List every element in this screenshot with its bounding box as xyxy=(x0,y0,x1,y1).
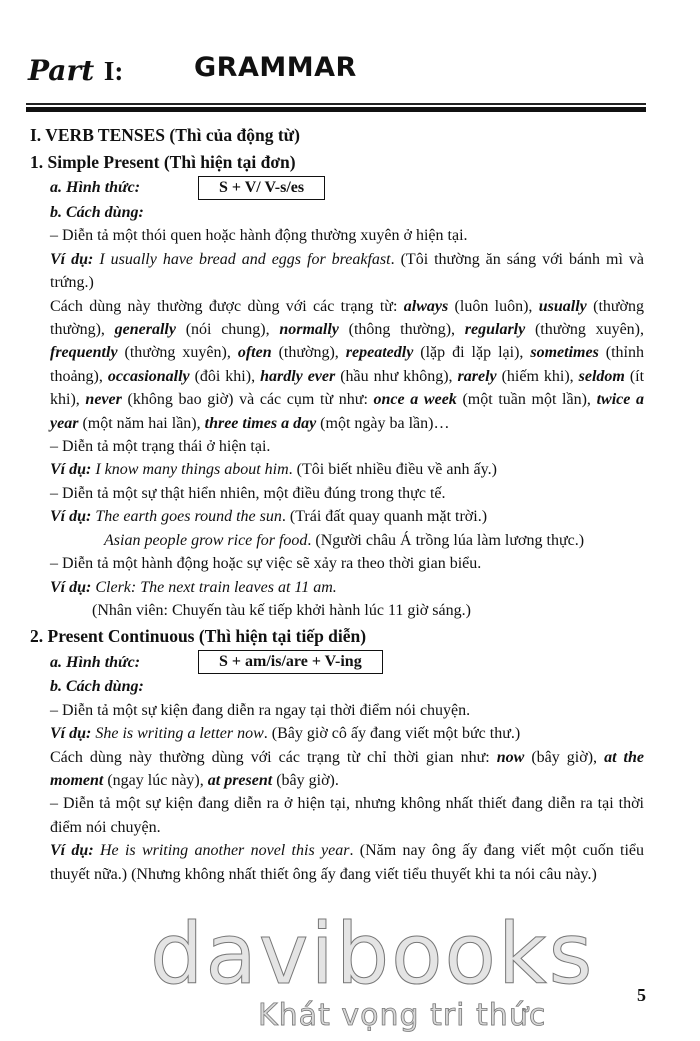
text-run: normally xyxy=(279,321,339,339)
text-run: Ví dụ: xyxy=(50,508,96,526)
watermark-brand: davibooks xyxy=(150,905,595,1003)
text-run: Ví dụ: xyxy=(50,842,100,860)
paragraph xyxy=(30,839,644,886)
text-run: three times a day xyxy=(204,414,317,432)
paragraph xyxy=(30,552,644,575)
usage-label: b. Cách dùng: xyxy=(50,678,144,696)
text-run: (một tuần một lần), xyxy=(456,391,597,409)
text-run: (lặp đi lặp lại), xyxy=(413,344,531,362)
text-run: at present xyxy=(207,771,273,789)
section-title: I. VERB TENSES (Thì của động từ) xyxy=(30,125,301,145)
paragraph xyxy=(30,746,644,793)
text-run: I usually have bread and eggs for breakfast xyxy=(99,250,391,268)
usage-label: b. Cách dùng: xyxy=(50,204,144,221)
text-run: (ngay lúc này), xyxy=(103,771,208,789)
paragraph xyxy=(30,505,644,528)
text-run: (nói chung), xyxy=(175,321,280,339)
text-run: rarely xyxy=(457,367,497,385)
text-run: – Diễn tả một hành động hoặc sự việc sẽ xảy ra theo thời gian biểu. xyxy=(50,555,482,573)
paragraph xyxy=(30,295,644,435)
text-run: (bây giờ). xyxy=(272,771,339,789)
present-continuous-form xyxy=(30,649,644,675)
text-run: The earth goes round the sun xyxy=(95,508,282,526)
text-run: hardly ever xyxy=(260,367,336,385)
formula-box: S + V/ V-s/es xyxy=(198,176,325,200)
paragraph xyxy=(30,576,644,599)
text-run: (một năm hai lần), xyxy=(78,414,205,432)
form-label: a. Hình thức: xyxy=(50,653,141,671)
chapter-title: GRAMMAR xyxy=(194,52,357,83)
text-run: – Diễn tả một sự kiện đang diễn ra ngay tại thời điểm nói chuyện. xyxy=(50,701,471,719)
header-rule-thick xyxy=(26,107,646,112)
part-label xyxy=(28,54,123,87)
paragraph xyxy=(30,792,644,839)
text-run: . (Trái đất quay quanh mặt trời.) xyxy=(281,508,488,526)
text-run: Ví dụ: xyxy=(50,725,96,743)
simple-present-form xyxy=(30,175,644,201)
text-run: repeatedly xyxy=(345,344,414,362)
text-run: Ví dụ: xyxy=(50,578,96,596)
simple-present-heading: 1. Simple Present (Thì hiện tại đơn) xyxy=(30,152,296,172)
text-run: . (Bây giờ cô ấy đang viết một bức thư.) xyxy=(263,725,521,743)
text-run: (hầu như không), xyxy=(335,367,458,385)
paragraph xyxy=(30,458,644,481)
text-run: (thường xuyên), xyxy=(117,344,238,362)
text-run: Clerk: The next train leaves at 11 am. xyxy=(95,578,337,596)
text-run: Cách dùng này thường dùng với các trạng từ chỉ thời gian như: xyxy=(50,748,497,766)
header-rule-thin xyxy=(26,103,646,105)
text-run: He is writing another novel this year xyxy=(99,842,350,860)
form-label: a. Hình thức: xyxy=(50,179,141,197)
text-run: frequently xyxy=(50,344,118,362)
paragraph xyxy=(30,435,644,458)
text-run: often xyxy=(237,344,272,362)
text-run: (thông thường), xyxy=(338,321,465,339)
text-run: (đôi khi), xyxy=(189,367,261,385)
text-run: (luôn luôn), xyxy=(448,297,539,315)
text-run: once a week xyxy=(373,391,457,409)
text-run: usually xyxy=(538,297,587,315)
paragraph xyxy=(30,722,644,745)
paragraph xyxy=(30,699,644,722)
text-run: (thường), xyxy=(271,344,346,362)
text-run: (thường xuyên), xyxy=(525,321,645,339)
paragraph xyxy=(30,482,644,505)
text-run: (thường thường), xyxy=(50,297,645,339)
text-run: (Nhân viên: Chuyến tàu kế tiếp khởi hành lúc 11 giờ sáng.) xyxy=(92,601,471,619)
text-run: I know many things about him xyxy=(95,461,289,479)
part-number: I: xyxy=(103,56,124,86)
text-run: (không bao giờ) và các cụm từ như: xyxy=(121,391,374,409)
chapter-header xyxy=(28,52,648,92)
text-run: twice a year xyxy=(50,391,644,432)
text-run: generally xyxy=(114,321,176,339)
text-run: – Diễn tả một sự kiện đang diễn ra ở hiện tại, nhưng không nhất thiết đang diễn ra tại thời điểm nói chuyện. xyxy=(50,795,644,836)
page-body xyxy=(30,122,644,886)
text-run: Asian people grow rice for food xyxy=(104,531,308,549)
paragraph xyxy=(30,248,644,295)
part-word: Part xyxy=(28,54,95,87)
text-run: (thỉnh thoảng), xyxy=(50,344,645,385)
text-run: . (Tôi biết nhiều điều về anh ấy.) xyxy=(288,461,497,479)
page-number: 5 xyxy=(637,985,646,1005)
paragraph xyxy=(30,529,644,552)
text-run: sometimes xyxy=(530,344,599,362)
text-run: (ít khi), xyxy=(50,367,645,409)
text-run: – Diễn tả một trạng thái ở hiện tại. xyxy=(50,438,271,456)
text-run: . (Năm nay ông ấy đang viết một cuốn tiểu thuyết nữa.) (Nhưng không nhất thiết ông ấy đang viết tiểu thuyết khi ta nói câu này.) xyxy=(50,842,645,883)
text-run: never xyxy=(85,391,122,409)
present-continuous-usage xyxy=(30,699,644,886)
present-continuous-heading: 2. Present Continuous (Thì hiện tại tiếp diễn) xyxy=(30,626,367,647)
text-run: at the moment xyxy=(50,748,644,789)
simple-present-usage xyxy=(30,224,644,622)
text-run: always xyxy=(403,297,449,315)
text-run: (một ngày ba lần)… xyxy=(316,414,450,432)
text-run: . (Tôi thường ăn sáng với bánh mì và trứng.) xyxy=(50,250,645,292)
formula-box: S + am/is/are + V-ing xyxy=(198,650,383,674)
text-run: (bây giờ), xyxy=(524,748,605,766)
text-run: Cách dùng này thường được dùng với các trạng từ: xyxy=(50,297,404,315)
text-run: Ví dụ: xyxy=(50,461,96,479)
text-run: – Diễn tả một sự thật hiển nhiên, một điều đúng trong thực tế. xyxy=(50,484,446,502)
text-run: . (Người châu Á trồng lúa làm lương thực.) xyxy=(307,531,585,549)
text-run: occasionally xyxy=(107,367,190,385)
text-run: She is writing a letter now xyxy=(95,725,264,743)
text-run: (hiếm khi), xyxy=(496,367,579,385)
watermark-slogan: Khát vọng tri thức xyxy=(258,998,547,1033)
text-run: – Diễn tả một thói quen hoặc hành động thường xuyên ở hiện tại. xyxy=(50,227,468,245)
text-run: Ví dụ: xyxy=(50,250,100,268)
text-run: seldom xyxy=(578,367,625,385)
paragraph xyxy=(30,599,644,622)
text-run: now xyxy=(496,748,525,766)
paragraph xyxy=(30,224,644,247)
text-run: regularly xyxy=(464,321,526,339)
